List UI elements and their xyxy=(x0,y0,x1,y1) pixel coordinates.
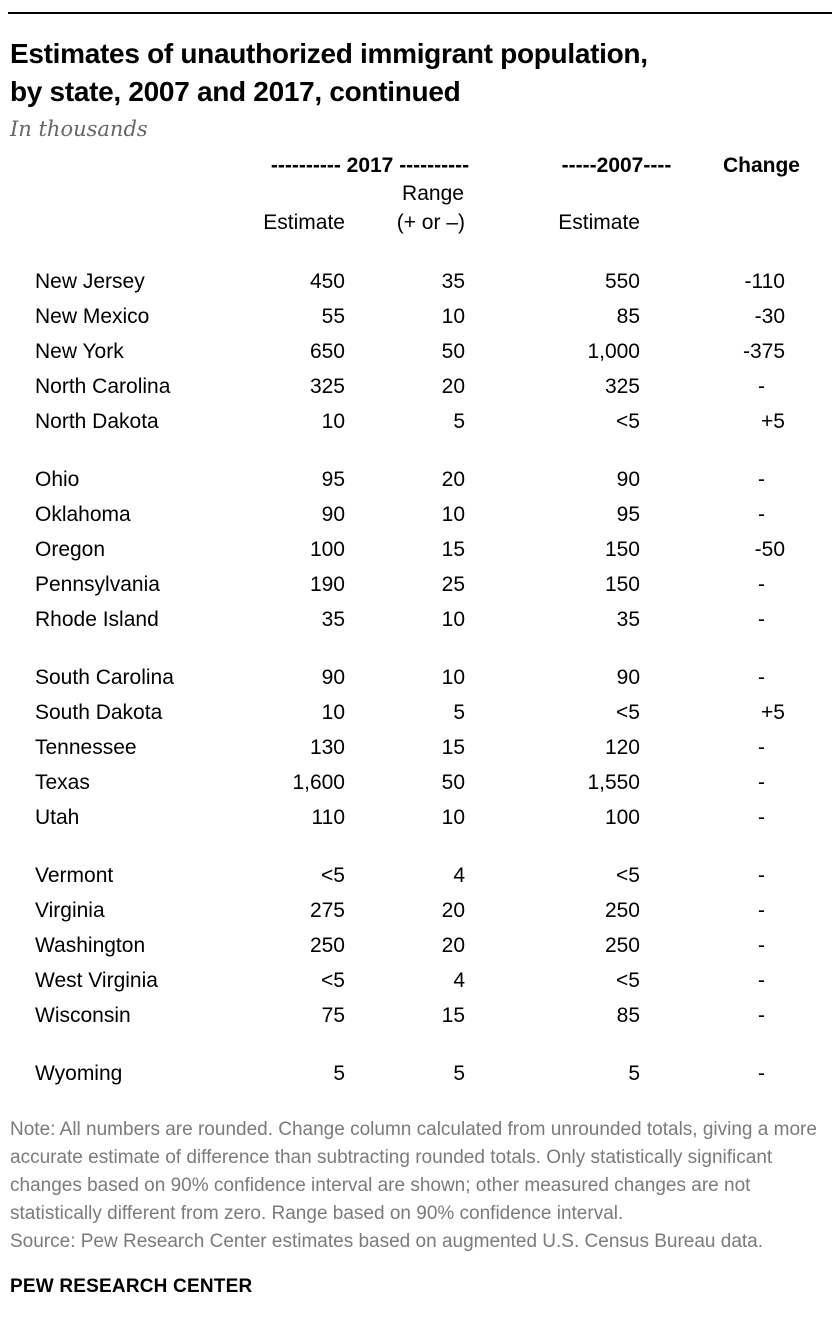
source-text: Source: Pew Research Center estimates based on augmented U.S. Census Bureau data. xyxy=(10,1230,764,1252)
range-cell: 20 xyxy=(441,933,465,957)
estimate-2017-cell: 90 xyxy=(321,665,345,689)
page-title xyxy=(10,35,830,111)
state-cell: Oregon xyxy=(35,537,106,561)
state-cell: Tennessee xyxy=(35,735,137,759)
range-cell: 20 xyxy=(441,374,465,398)
state-cell: Vermont xyxy=(35,863,114,887)
state-estimates-table xyxy=(35,151,800,1091)
state-cell: South Dakota xyxy=(35,700,163,724)
range-cell: 5 xyxy=(453,1061,465,1085)
change-cell: - xyxy=(758,502,765,526)
range-plusminus-label: (+ or –) xyxy=(396,210,465,234)
table-row xyxy=(35,369,785,404)
estimate-2017-cell: 10 xyxy=(321,409,345,433)
table-row xyxy=(35,730,785,765)
estimate-2007-cell: 250 xyxy=(604,898,640,922)
footnotes xyxy=(10,1116,830,1256)
table-body xyxy=(35,238,785,1091)
estimate-2007-cell: 85 xyxy=(616,304,640,328)
range-cell: 10 xyxy=(441,665,465,689)
state-cell: Wyoming xyxy=(35,1061,123,1085)
change-cell: - xyxy=(758,770,765,794)
table-row xyxy=(35,439,785,497)
estimate-2017-cell: 190 xyxy=(309,572,345,596)
change-cell: - xyxy=(758,968,765,992)
state-column-spacer xyxy=(35,151,225,180)
estimate-2017-cell: 250 xyxy=(309,933,345,957)
table-row xyxy=(35,567,785,602)
change-cell: - xyxy=(758,374,765,398)
table-row xyxy=(35,532,785,567)
estimate-2017-cell: 275 xyxy=(309,898,345,922)
table-row xyxy=(35,695,785,730)
estimate-2007-cell: 100 xyxy=(604,805,640,829)
table-row xyxy=(35,893,785,928)
estimate-2007-cell: 90 xyxy=(616,665,640,689)
change-cell: - xyxy=(758,572,765,596)
range-cell: 15 xyxy=(441,1003,465,1027)
estimate-2007-cell: 150 xyxy=(604,537,640,561)
state-cell: South Carolina xyxy=(35,665,174,689)
range-cell: 10 xyxy=(441,502,465,526)
estimate-2017-cell: 110 xyxy=(311,805,345,829)
estimate-2007-cell: 550 xyxy=(604,269,640,293)
estimate-2007-cell: 95 xyxy=(616,502,640,526)
range-cell: 10 xyxy=(441,607,465,631)
column-group-2007-label: -----2007---- xyxy=(561,153,672,177)
state-cell: Pennsylvania xyxy=(35,572,160,596)
table-row xyxy=(35,928,785,963)
table-header xyxy=(35,151,800,238)
estimate-2007-column-label: Estimate xyxy=(558,210,640,234)
column-change xyxy=(640,151,800,180)
estimate-2007-cell: <5 xyxy=(616,968,640,992)
state-cell: Rhode Island xyxy=(35,607,159,631)
range-cell: 15 xyxy=(441,537,465,561)
change-cell: - xyxy=(758,735,765,759)
estimate-2017-cell: 650 xyxy=(309,339,345,363)
column-group-2007 xyxy=(465,151,672,180)
state-cell: Ohio xyxy=(35,467,80,491)
state-cell: West Virginia xyxy=(35,968,158,992)
estimate-2017-cell: 90 xyxy=(321,502,345,526)
state-cell: Virginia xyxy=(35,898,105,922)
estimate-2007-cell: 85 xyxy=(616,1003,640,1027)
state-cell: Texas xyxy=(35,770,90,794)
range-cell: 4 xyxy=(453,863,465,887)
table-row xyxy=(35,963,785,998)
change-cell: - xyxy=(758,467,765,491)
table-row xyxy=(35,334,785,369)
range-cell: 50 xyxy=(441,339,465,363)
top-divider xyxy=(8,12,832,14)
estimate-2017-cell: 5 xyxy=(333,1061,345,1085)
column-group-2017-label: ---------- 2017 ---------- xyxy=(270,153,470,177)
estimate-2017-cell: 95 xyxy=(321,467,345,491)
table-row xyxy=(35,765,785,800)
state-cell: Oklahoma xyxy=(35,502,131,526)
estimate-2017-cell: 130 xyxy=(309,735,345,759)
estimate-2007-cell: <5 xyxy=(616,863,640,887)
table-row xyxy=(35,1033,785,1091)
range-cell: 20 xyxy=(441,898,465,922)
estimate-2007-cell: 1,550 xyxy=(587,770,640,794)
change-cell: - xyxy=(758,805,765,829)
change-cell: - xyxy=(758,665,765,689)
range-cell: 25 xyxy=(441,572,465,596)
pew-research-center-brand: PEW RESEARCH CENTER xyxy=(10,1275,253,1297)
page-title-line-1: Estimates of unauthorized immigrant population, xyxy=(10,38,648,69)
state-cell: Wisconsin xyxy=(35,1003,131,1027)
range-cell: 15 xyxy=(441,735,465,759)
table-row xyxy=(35,998,785,1033)
state-cell: New Mexico xyxy=(35,304,150,328)
estimate-2007-cell: 120 xyxy=(604,735,640,759)
header-row-sublabels xyxy=(35,207,785,238)
table-row xyxy=(35,238,785,299)
header-row-group-labels xyxy=(35,151,785,180)
estimate-2017-cell: 325 xyxy=(309,374,345,398)
estimate-2007-cell: 1,000 xyxy=(587,339,640,363)
state-cell: North Dakota xyxy=(35,409,159,433)
estimate-2007-cell: 150 xyxy=(604,572,640,596)
estimate-2017-cell: <5 xyxy=(321,863,345,887)
range-cell: 4 xyxy=(453,968,465,992)
estimate-2017-cell: 55 xyxy=(321,304,345,328)
estimate-2017-cell: 450 xyxy=(309,269,345,293)
range-cell: 10 xyxy=(441,805,465,829)
state-cell: New York xyxy=(35,339,124,363)
change-cell: -30 xyxy=(754,304,785,328)
change-cell: -110 xyxy=(744,269,785,293)
state-cell: Utah xyxy=(35,805,80,829)
range-cell: 50 xyxy=(441,770,465,794)
estimate-2017-column-label: Estimate xyxy=(263,210,345,234)
change-cell: +5 xyxy=(761,700,785,724)
table-row xyxy=(35,602,785,637)
range-cell: 35 xyxy=(441,269,465,293)
state-cell: New Jersey xyxy=(35,269,145,293)
table-row xyxy=(35,637,785,695)
range-cell: 20 xyxy=(441,467,465,491)
note-text: Note: All numbers are rounded. Change column calculated from unrounded totals, giving a more accurate estimate of difference than subtracting rounded totals. Only statistically significant changes based on 90% confidence interval are shown; other measured changes are not statistically different from zero. Range based on 90% confidence interval. xyxy=(10,1118,817,1224)
page-title-line-2: by state, 2007 and 2017, continued xyxy=(10,75,461,107)
estimate-2007-cell: 325 xyxy=(604,374,640,398)
estimate-2017-cell: 75 xyxy=(321,1003,345,1027)
estimate-2007-cell: 5 xyxy=(628,1061,640,1085)
change-cell: - xyxy=(758,1003,765,1027)
header-row-range xyxy=(35,180,785,207)
table-row xyxy=(35,800,785,835)
change-cell: - xyxy=(758,863,765,887)
page-subtitle: In thousands xyxy=(10,116,148,141)
change-column-label: Change xyxy=(722,153,800,177)
report-page xyxy=(0,12,840,1323)
estimate-2007-cell: 90 xyxy=(616,467,640,491)
change-cell: - xyxy=(758,898,765,922)
estimate-2017-cell: 1,600 xyxy=(292,770,345,794)
estimate-2007-cell: <5 xyxy=(616,700,640,724)
column-group-2017 xyxy=(225,151,470,180)
estimate-2007-cell: <5 xyxy=(616,409,640,433)
estimate-2007-cell: 35 xyxy=(616,607,640,631)
estimate-2017-cell: 35 xyxy=(321,607,345,631)
range-column-label-cell xyxy=(345,180,465,207)
range-cell: 5 xyxy=(453,409,465,433)
range-cell: 5 xyxy=(453,700,465,724)
range-column-label: Range xyxy=(402,181,464,205)
table-row xyxy=(35,497,785,532)
table-row xyxy=(35,299,785,334)
estimate-2017-cell: 100 xyxy=(309,537,345,561)
state-cell: North Carolina xyxy=(35,374,171,398)
state-cell: Washington xyxy=(35,933,146,957)
table-row xyxy=(35,835,785,893)
estimate-2017-cell: <5 xyxy=(321,968,345,992)
change-cell: +5 xyxy=(761,409,785,433)
table-row xyxy=(35,404,785,439)
change-cell: -50 xyxy=(754,537,785,561)
range-cell: 10 xyxy=(441,304,465,328)
change-cell: - xyxy=(758,1061,765,1085)
change-cell: -375 xyxy=(742,339,785,363)
change-cell: - xyxy=(758,933,765,957)
change-cell: - xyxy=(758,607,765,631)
estimate-2017-cell: 10 xyxy=(321,700,345,724)
estimate-2007-cell: 250 xyxy=(604,933,640,957)
